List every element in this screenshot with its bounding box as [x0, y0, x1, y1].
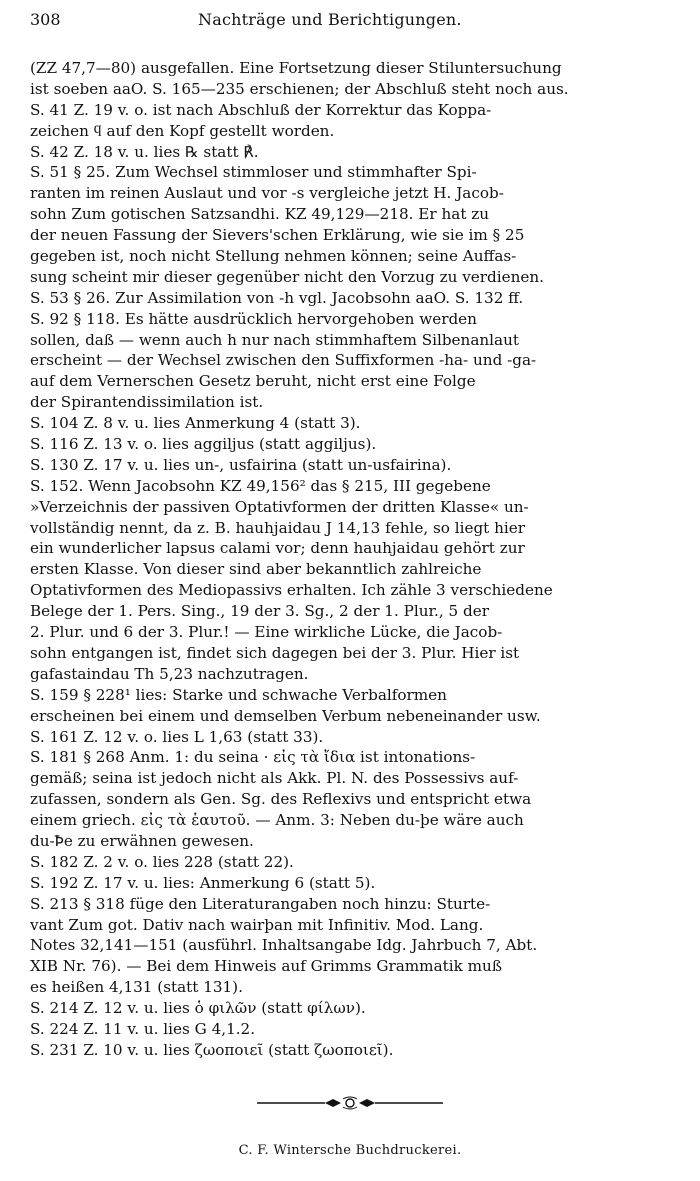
text-line: ranten im reinen Auslaut und vor -s vergleiche jetzt H. Jacob-	[30, 184, 504, 203]
body-text	[30, 58, 670, 1061]
text-line: sollen, daß — wenn auch h nur nach stimmhaftem Silbenanlaut	[30, 330, 519, 349]
text-line: einem griech. εἰς τὰ ἑαυτοῦ. — Anm. 3: Neben du-þe wäre auch	[30, 811, 524, 830]
text-line: S. 161 Z. 12 v. o. lies L 1,63 (statt 33).	[30, 727, 324, 746]
text-line: S. 116 Z. 13 v. o. lies aggiljus (statt aggiljus).	[30, 435, 377, 454]
text-line: auf dem Vernerschen Gesetz beruht, nicht erst eine Folge	[30, 372, 476, 391]
text-line: ist soeben aaO. S. 165—235 erschienen; der Abschluß steht noch aus.	[30, 79, 569, 98]
text-line: ein wunderlicher lapsus calami vor; denn hauhjaidau gehört zur	[30, 539, 525, 558]
running-header	[30, 10, 670, 34]
text-line: erscheinen bei einem und demselben Verbum nebeneinander usw.	[30, 706, 541, 725]
text-line: zeichen ϥ auf den Kopf gestellt worden.	[30, 121, 335, 140]
text-line: gafastaindau Th 5,23 nachzutragen.	[30, 664, 309, 683]
text-line: vollständig nennt, da z. B. hauhjaidau J 14,13 fehle, so liegt hier	[30, 518, 525, 537]
printer-colophon: C. F. Wintersche Buchdruckerei.	[238, 1143, 462, 1158]
text-line: S. 104 Z. 8 v. u. lies Anmerkung 4 (statt 3).	[30, 414, 361, 433]
text-line: S. 214 Z. 12 v. u. lies ὁ φιλῶν (statt φίλων).	[30, 999, 366, 1018]
text-line: S. 42 Z. 18 v. u. lies ℞ statt ℟.	[30, 142, 259, 161]
text-line: gemäß; seina ist jedoch nicht als Akk. Pl. N. des Possessivs auf-	[30, 769, 519, 788]
page-number: 308	[30, 10, 61, 29]
text-line: S. 181 § 268 Anm. 1: du seina · εἰς τὰ ἴδια ist intonations-	[30, 748, 476, 767]
text-line: S. 213 § 318 füge den Literaturangaben noch hinzu: Sturte-	[30, 894, 491, 913]
text-line: Notes 32,141—151 (ausführl. Inhaltsangabe Idg. Jahrbuch 7, Abt.	[30, 936, 538, 955]
text-line: S. 192 Z. 17 v. u. lies: Anmerkung 6 (statt 5).	[30, 873, 376, 892]
text-line: der Spirantendissimilation ist.	[30, 393, 264, 412]
running-title: Nachträge und Berichtigungen.	[198, 10, 462, 29]
text-line: sung scheint mir dieser gegenüber nicht den Vorzug zu verdienen.	[30, 267, 544, 286]
text-line: S. 152. Wenn Jacobsohn KZ 49,156² das § 215, III gegebene	[30, 476, 491, 495]
text-line: S. 41 Z. 19 v. o. ist nach Abschluß der Korrektur das Koppa-	[30, 100, 492, 119]
text-line: S. 182 Z. 2 v. o. lies 228 (statt 22).	[30, 852, 294, 871]
ornamental-divider	[255, 1096, 445, 1110]
text-line: zufassen, sondern als Gen. Sg. des Reflexivs und entspricht etwa	[30, 790, 532, 809]
text-line: S. 231 Z. 10 v. u. lies ζωοποιεῖ (statt ζωοποιεῖ).	[30, 1040, 394, 1059]
text-line: erscheint — der Wechsel zwischen den Suffixformen -ha- und -ga-	[30, 351, 537, 370]
text-line: »Verzeichnis der passiven Optativformen der dritten Klasse« un-	[30, 497, 529, 516]
text-line: S. 53 § 26. Zur Assimilation von -h vgl. Jacobsohn aaO. S. 132 ff.	[30, 288, 524, 307]
text-line: der neuen Fassung der Sievers'schen Erklärung, wie sie im § 25	[30, 226, 525, 245]
text-line: XIB Nr. 76). — Bei dem Hinweis auf Grimms Grammatik muß	[30, 957, 502, 976]
text-line: 2. Plur. und 6 der 3. Plur.! — Eine wirkliche Lücke, die Jacob-	[30, 623, 503, 642]
text-line: du-Ꝥe zu erwähnen gewesen.	[30, 831, 254, 850]
text-line: vant Zum got. Dativ nach wairþan mit Infinitiv. Mod. Lang.	[30, 915, 484, 934]
text-line: sohn entgangen ist, findet sich dagegen bei der 3. Plur. Hier ist	[30, 643, 520, 662]
text-line: ersten Klasse. Von dieser sind aber bekanntlich zahlreiche	[30, 560, 482, 579]
text-line: es heißen 4,131 (statt 131).	[30, 978, 243, 997]
text-line: S. 159 § 228¹ lies: Starke und schwache Verbalformen	[30, 685, 447, 704]
text-line: Optativformen des Mediopassivs erhalten. Ich zähle 3 verschiedene	[30, 581, 553, 600]
text-line: S. 92 § 118. Es hätte ausdrücklich hervorgehoben werden	[30, 309, 477, 328]
text-line: Belege der 1. Pers. Sing., 19 der 3. Sg., 2 der 1. Plur., 5 der	[30, 602, 490, 621]
text-line: S. 130 Z. 17 v. u. lies un-, usfairina (statt un-usfairina).	[30, 455, 452, 474]
text-line: S. 224 Z. 11 v. u. lies G 4,1.2.	[30, 1019, 256, 1038]
text-line: S. 51 § 25. Zum Wechsel stimmloser und stimmhafter Spi-	[30, 163, 477, 182]
text-line: (ZZ 47,7—80) ausgefallen. Eine Fortsetzung dieser Stiluntersuchung	[30, 59, 562, 77]
text-line: gegeben ist, noch nicht Stellung nehmen können; seine Auffas-	[30, 247, 517, 266]
text-line: sohn Zum gotischen Satzsandhi. KZ 49,129—218. Er hat zu	[30, 205, 490, 224]
